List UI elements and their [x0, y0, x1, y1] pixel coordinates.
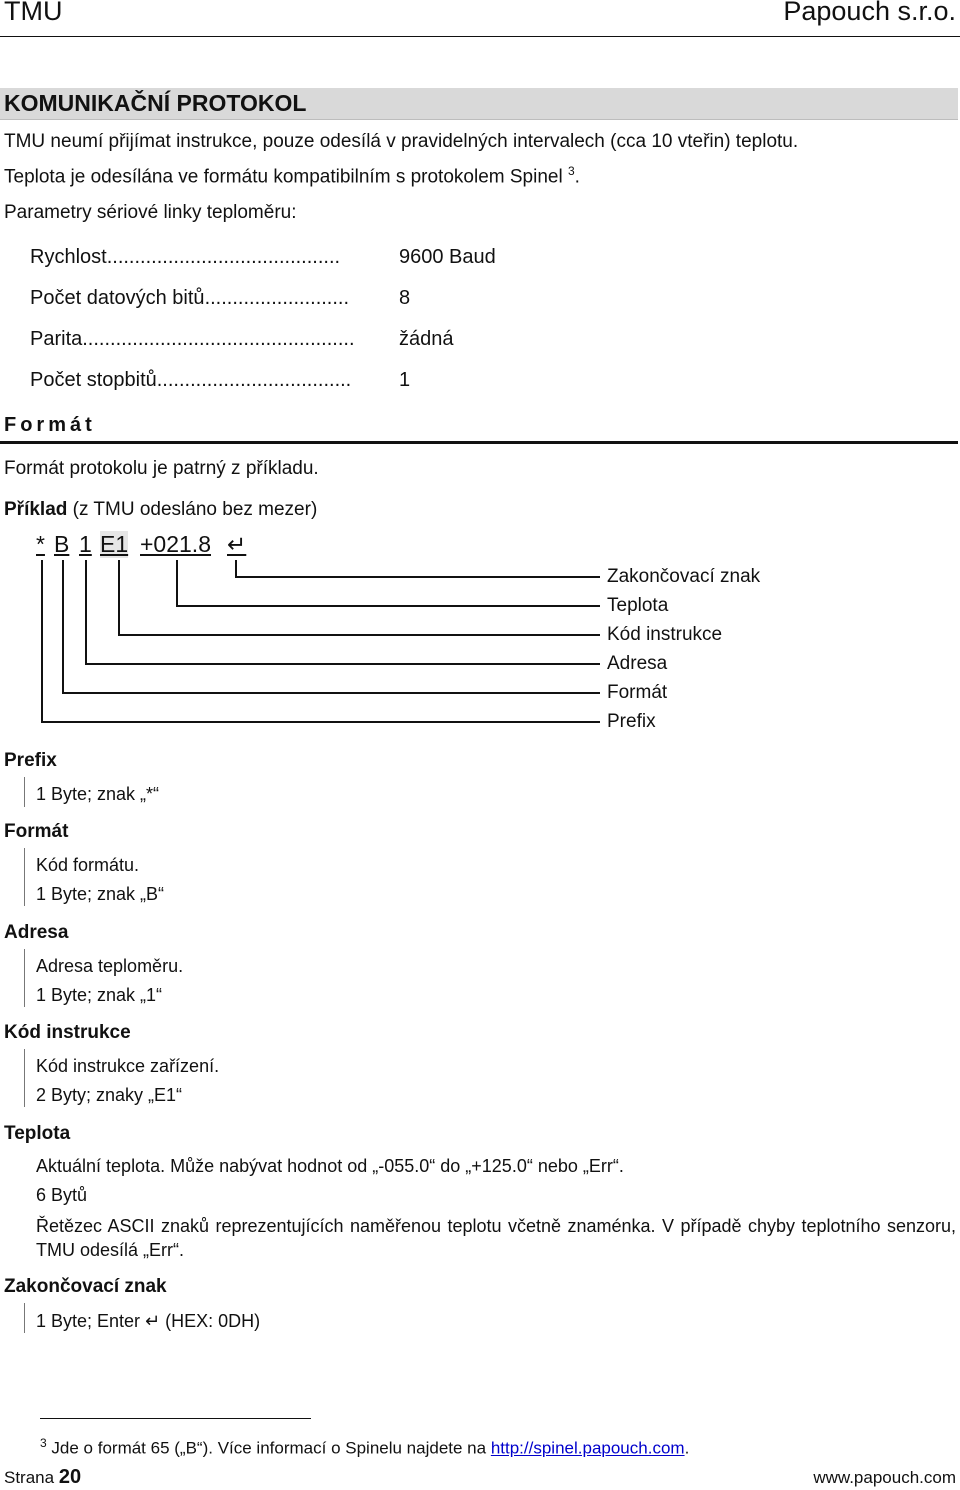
field-prefix-line-1: 1 Byte; znak „*“ [36, 784, 160, 804]
field-temperature-line-1: Aktuální teplota. Může nabývat hodnot od „-055.0“ do „+125.0“ nebo „Err“. [36, 1156, 624, 1176]
field-bar-terminator [24, 1303, 25, 1333]
format-description: Formát protokolu je patrný z příkladu. [4, 458, 319, 479]
footnote-divider [40, 1418, 311, 1419]
footnote-end: . [684, 1438, 690, 1458]
footnote [40, 1436, 689, 1459]
intro-line-2 [4, 159, 580, 189]
section-title: KOMUNIKAČNÍ PROTOKOL [4, 90, 307, 116]
param-parity-value: žádná [399, 328, 454, 350]
footnote-link[interactable]: http://spinel.papouch.com [490, 1438, 685, 1458]
field-title-address: Adresa [4, 922, 69, 943]
intro-line-2-end: . [574, 166, 580, 188]
field-title-format: Formát [4, 821, 69, 842]
param-databits-dots: .......................... [204, 287, 350, 309]
proto-address: 1 [79, 531, 92, 557]
diagram-label-prefix: Prefix [607, 711, 656, 732]
connector-instruction [119, 560, 600, 635]
param-speed [30, 246, 340, 269]
field-title-temperature: Teplota [4, 1123, 71, 1144]
param-databits [30, 287, 349, 310]
connector-temperature [177, 560, 600, 606]
intro-line-1: TMU neumí přijímat instrukce, pouze odesílá v pravidelných intervalech (cca 10 vteřin) teplotu. [4, 131, 799, 152]
example-label-rest: (z TMU odesláno bez mezer) [72, 499, 318, 520]
field-instruction-line-2: 2 Byty; znaky „E1“ [36, 1085, 183, 1105]
param-parity-dots: ................................................. [82, 328, 355, 350]
param-stopbits-value: 1 [399, 369, 411, 391]
proto-terminator: ↵ [227, 531, 247, 557]
connector-address [86, 560, 600, 664]
proto-instruction: E1 [100, 531, 129, 557]
diagram-label-temperature: Teplota [607, 595, 669, 616]
field-bar-format [24, 848, 25, 906]
footer-website: www.papouch.com [813, 1468, 956, 1487]
header-divider [0, 36, 960, 37]
param-parity-label: Parita [30, 328, 83, 350]
intro-line-2-text: Teplota je odesílána ve formátu kompatibilním s protokolem Spinel [4, 166, 563, 188]
field-bar-prefix [24, 777, 25, 807]
param-databits-value: 8 [399, 287, 411, 309]
header-product-name: TMU [4, 0, 63, 26]
connector-format [63, 560, 600, 693]
example-label-bold: Příklad [4, 499, 68, 520]
field-title-terminator: Zakončovací znak [4, 1276, 167, 1297]
proto-prefix: * [36, 531, 45, 557]
param-databits-label: Počet datových bitů [30, 287, 205, 309]
connector-prefix [42, 560, 600, 722]
field-title-prefix: Prefix [4, 750, 57, 771]
footer-page-number: 20 [58, 1466, 82, 1488]
footer-page [4, 1466, 81, 1489]
diagram-label-terminator: Zakončovací znak [607, 566, 761, 587]
param-parity [30, 328, 355, 351]
footnote-number: 3 [40, 1436, 47, 1450]
proto-format: B [54, 531, 70, 557]
field-terminator-line-1: 1 Byte; Enter ↵ (HEX: 0DH) [36, 1311, 261, 1331]
field-temperature-line-2: 6 Bytů [36, 1185, 88, 1205]
header-company-name: Papouch s.r.o. [783, 0, 956, 26]
field-title-instruction: Kód instrukce [4, 1022, 131, 1043]
param-speed-dots: .......................................... [106, 246, 341, 268]
param-stopbits-dots: ................................... [156, 369, 352, 391]
field-bar-address [24, 949, 25, 1007]
field-format-line-1: Kód formátu. [36, 855, 140, 875]
diagram-label-address: Adresa [607, 653, 668, 674]
serial-params-heading: Parametry sériové linky teploměru: [4, 202, 297, 223]
param-stopbits-label: Počet stopbitů [30, 369, 157, 391]
field-address-line-1: Adresa teploměru. [36, 956, 184, 976]
format-heading: Formát [4, 414, 96, 436]
connector-terminator [236, 560, 600, 577]
field-instruction-line-1: Kód instrukce zařízení. [36, 1056, 220, 1076]
example-label [4, 498, 317, 522]
protocol-connector-diagram [0, 555, 960, 730]
footnote-ref: 3 [567, 164, 575, 178]
diagram-label-instruction: Kód instrukce [607, 624, 723, 645]
proto-temperature: +021.8 [140, 531, 211, 557]
param-speed-value: 9600 Baud [399, 246, 496, 268]
footnote-text: Jde o formát 65 („B“). Více informací o Spinelu najdete na [51, 1438, 487, 1458]
param-stopbits [30, 369, 351, 392]
field-format-line-2: 1 Byte; znak „B“ [36, 884, 165, 904]
field-address-line-2: 1 Byte; znak „1“ [36, 985, 163, 1005]
footer-page-label: Strana [4, 1468, 55, 1487]
format-divider [0, 441, 958, 444]
field-temperature-line-3: Řetězec ASCII znaků reprezentujících naměřenou teplotu včetně znaménka. V případě chyby teplotního senzoru, TMU odesílá „Err“. [36, 1216, 956, 1260]
param-speed-label: Rychlost [30, 246, 107, 268]
diagram-label-format: Formát [607, 682, 668, 703]
field-bar-instruction [24, 1049, 25, 1107]
